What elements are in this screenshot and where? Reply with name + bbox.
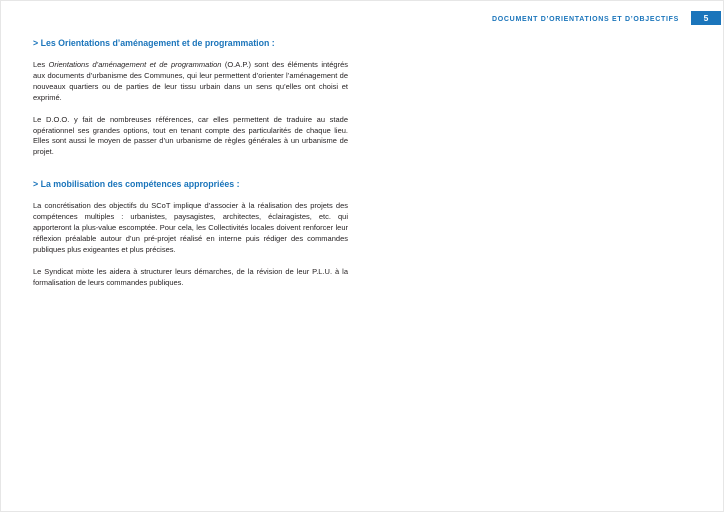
page-number-badge: 5 [691,11,721,25]
paragraph-text: Les [33,60,49,69]
paragraph-text: (O.A.P.) sont des éléments intégrés aux documents d’urbanisme des Communes, qui leur permettent d’orienter l’aménagement de nouveaux quartiers ou de parties de leur tissu urbain dans un sens qu’elles ont choisi et exprimé. [33,60,349,102]
paragraph-competences-2: Le Syndicat mixte les aidera à structurer leurs démarches, de la révision de leur P.L.U. à la formalisation de leurs commandes publiques. [33,266,348,287]
header-title: DOCUMENT D’ORIENTATIONS ET D’OBJECTIFS [492,15,679,23]
paragraph-oap-1 [33,60,348,104]
paragraph-oap-2: Le D.O.O. y fait de nombreuses références, car elles permettent de traduire au stade opérationnel ses grandes options, tout en tenant compte des particularités de chaque lieu. Elles sont aussi le moyen de passer d’un urbanisme de règles générales à un urbanisme de projet. [33,114,348,157]
section-competences [33,179,348,288]
content-area [33,38,348,300]
paragraph-italic-text: Orientations d’aménagement et de programmation [48,60,222,69]
page-header [492,11,721,25]
section-heading-oap: > Les Orientations d’aménagement et de programmation : [33,38,275,48]
paragraph-competences-1: La concrétisation des objectifs du SCoT implique d’associer à la réalisation des projets des compétences multiples : urbanistes, paysagistes, architectes, éclairagistes, etc. qui apporteront la plus-value escomptée. Pour cela, les Collectivités locales doivent renforcer leur réflexion préalable autour d’un pré-projet réalisé en interne puis rédiger des commandes publiques plus exigeantes et plus précises. [33,201,348,254]
section-heading-competences: > La mobilisation des compétences appropriées : [33,179,240,190]
section-oap [33,38,348,158]
